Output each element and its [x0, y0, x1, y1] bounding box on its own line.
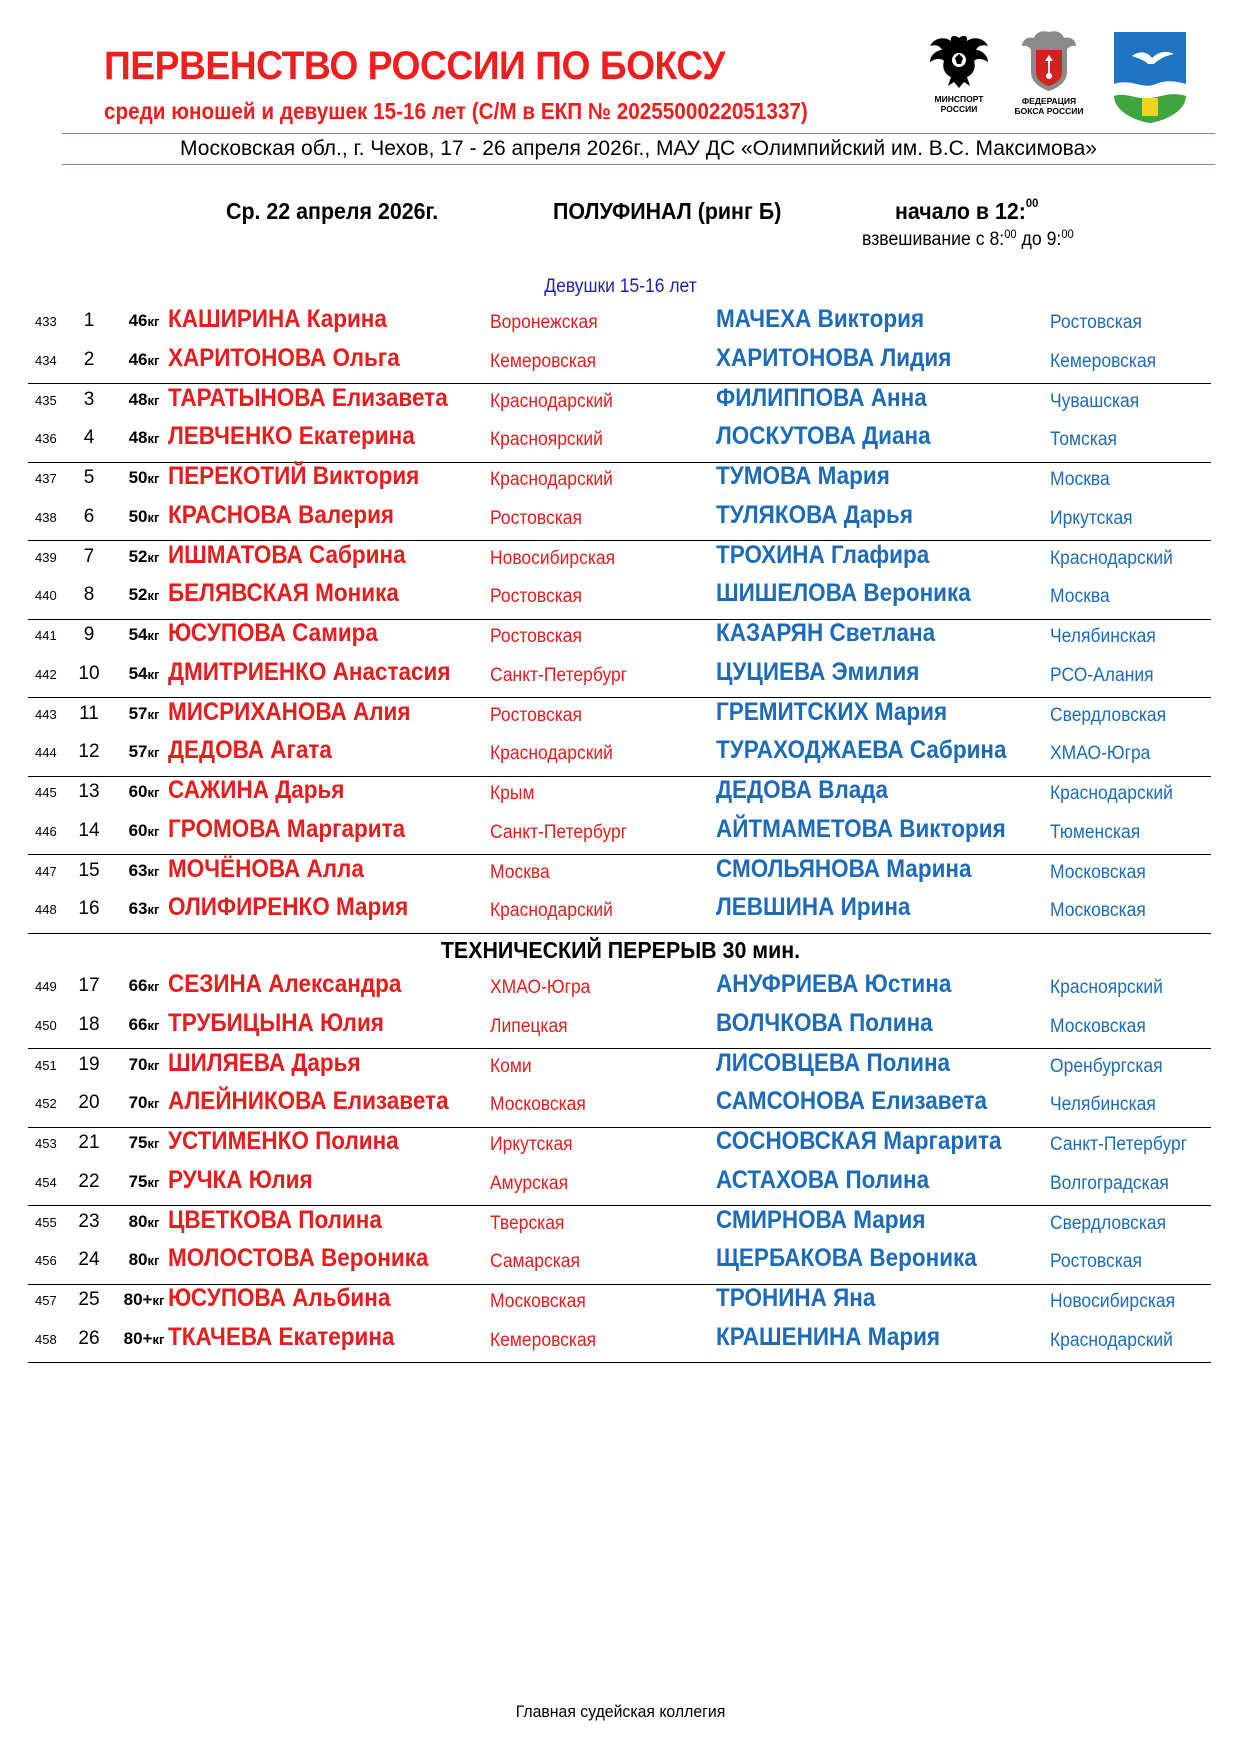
weight-class: 54кг	[128, 663, 160, 683]
federation-caption-line2: БОКСА РОССИИ	[1014, 106, 1084, 116]
weight-class: 66кг	[128, 1014, 160, 1034]
bout-global-number: 436	[35, 431, 57, 446]
red-corner-region: Ростовская	[490, 704, 582, 726]
bout-global-number: 442	[35, 666, 57, 682]
bout-number: 10	[78, 662, 100, 684]
bout-row	[28, 501, 1211, 539]
bout-row	[28, 1127, 1211, 1165]
bout-number: 8	[83, 584, 95, 605]
blue-corner-region: ХМАО-Югра	[1050, 743, 1151, 764]
bout-row	[28, 344, 1211, 382]
red-corner-name: ТАРАТЫНОВА Елизавета	[168, 383, 448, 412]
blue-corner-name: МАЧЕХА Виктория	[716, 305, 925, 333]
red-corner-region: Москва	[490, 861, 550, 883]
bout-number: 18	[78, 1013, 100, 1035]
bout-row	[28, 815, 1211, 853]
red-corner-region: ХМАО-Югра	[490, 977, 591, 998]
blue-corner-region: РСО-Алания	[1050, 664, 1154, 686]
bout-global-number: 450	[35, 1017, 57, 1033]
boxing-federation-logo	[1012, 28, 1086, 128]
blue-corner-region: Челябинская	[1050, 626, 1156, 647]
bout-global-number: 444	[35, 745, 57, 760]
blue-corner-name: ЛЕВШИНА Ирина	[716, 893, 911, 921]
bout-row	[28, 1166, 1211, 1204]
blue-corner-name: ТРОНИНА Яна	[716, 1284, 876, 1312]
red-corner-region: Красноярский	[490, 429, 603, 450]
bout-row	[28, 776, 1211, 814]
blue-corner-name: ДЕДОВА Влада	[716, 776, 889, 804]
red-corner-region: Московская	[490, 1094, 586, 1115]
red-corner-name: ИШМАТОВА Сабрина	[168, 540, 406, 569]
red-corner-name: МИСРИХАНОВА Алия	[168, 697, 411, 726]
blue-corner-region: Санкт-Петербург	[1050, 1134, 1188, 1155]
weight-class: 80кг	[128, 1211, 160, 1231]
red-corner-name: ЛЕВЧЕНКО Екатерина	[168, 422, 415, 450]
weight-class: 66кг	[128, 976, 160, 995]
bout-number: 19	[78, 1053, 100, 1075]
bout-row	[28, 462, 1211, 500]
red-corner-region: Липецкая	[490, 1015, 568, 1037]
minsport-caption-line1: МИНСПОРТ	[934, 94, 984, 104]
bout-number: 2	[83, 348, 95, 370]
bout-global-number: 443	[35, 706, 57, 722]
bout-row	[28, 619, 1211, 657]
red-corner-region: Кемеровская	[490, 1329, 597, 1351]
blue-corner-name: ВОЛЧКОВА Полина	[716, 1008, 933, 1037]
coat-of-arms-icon	[1112, 30, 1188, 124]
blue-corner-name: СОСНОВСКАЯ Маргарита	[716, 1127, 1002, 1155]
blue-corner-region: Московская	[1050, 900, 1146, 921]
red-corner-region: Краснодарский	[490, 743, 613, 764]
blue-corner-name: ТУМОВА Мария	[716, 462, 890, 490]
red-corner-region: Московская	[490, 1291, 586, 1312]
red-corner-name: УСТИМЕНКО Полина	[168, 1127, 399, 1155]
bout-global-number: 449	[35, 979, 57, 994]
red-corner-name: ТКАЧЕВА Екатерина	[168, 1322, 395, 1351]
bout-row	[28, 384, 1211, 422]
blue-corner-region: Челябинская	[1050, 1094, 1156, 1115]
red-corner-region: Ростовская	[490, 586, 582, 607]
blue-corner-region: Томская	[1050, 429, 1118, 450]
weight-class: 57кг	[128, 703, 160, 723]
blue-corner-name: ХАРИТОНОВА Лидия	[716, 343, 952, 372]
blue-corner-name: ФИЛИППОВА Анна	[716, 383, 927, 412]
federation-shield-icon	[1012, 28, 1086, 94]
blue-corner-region: Новосибирская	[1050, 1291, 1176, 1312]
bout-global-number: 455	[35, 1214, 57, 1230]
blue-corner-region: Оренбургская	[1050, 1055, 1163, 1077]
red-corner-name: СЕЗИНА Александра	[168, 970, 402, 998]
red-corner-region: Краснодарский	[490, 900, 613, 921]
bout-row	[28, 422, 1211, 460]
red-corner-name: ЦВЕТКОВА Полина	[168, 1205, 382, 1234]
bout-global-number: 458	[35, 1331, 57, 1347]
red-corner-name: ОЛИФИРЕНКО Мария	[168, 893, 409, 921]
minsport-logo	[924, 30, 994, 128]
blue-corner-region: Свердловская	[1050, 704, 1167, 726]
bout-global-number: 438	[35, 509, 57, 525]
weight-class: 52кг	[128, 546, 160, 566]
weight-class: 80+кг	[123, 1328, 165, 1348]
bout-number: 7	[83, 545, 95, 567]
red-corner-region: Тверская	[490, 1212, 565, 1234]
blue-corner-region: Москва	[1050, 469, 1110, 490]
bout-number: 23	[78, 1210, 100, 1232]
blue-corner-region: Красноярский	[1050, 977, 1163, 998]
red-corner-name: БЕЛЯВСКАЯ Моника	[168, 579, 399, 607]
weight-class: 60кг	[128, 820, 160, 840]
bout-number: 6	[83, 505, 95, 527]
red-corner-region: Санкт-Петербург	[490, 821, 628, 843]
bout-row	[28, 1049, 1211, 1087]
eagle-emblem-icon	[924, 30, 994, 92]
bout-global-number: 434	[35, 352, 57, 368]
red-corner-name: ГРОМОВА Маргарита	[168, 814, 406, 843]
bout-row	[28, 658, 1211, 696]
weight-class: 52кг	[128, 585, 160, 604]
blue-corner-region: Тюменская	[1050, 821, 1141, 843]
red-corner-name: ПЕРЕКОТИЙ Виктория	[168, 462, 420, 490]
bout-global-number: 453	[35, 1136, 57, 1151]
bout-global-number: 439	[35, 549, 57, 565]
blue-corner-name: ГРЕМИТСКИХ Мария	[716, 697, 948, 726]
blue-corner-region: Ростовская	[1050, 1251, 1142, 1272]
blue-corner-region: Краснодарский	[1050, 547, 1173, 569]
red-corner-region: Новосибирская	[490, 547, 616, 569]
blue-corner-name: ШИШЕЛОВА Вероника	[716, 579, 971, 607]
bout-number: 25	[78, 1289, 100, 1310]
weight-class: 54кг	[128, 625, 160, 644]
weight-class: 50кг	[128, 468, 160, 487]
blue-corner-region: Кемеровская	[1050, 350, 1157, 372]
blue-corner-region: Иркутская	[1050, 507, 1133, 529]
bout-number: 11	[79, 702, 99, 724]
subtitle: среди юношей и девушек 15-16 лет (С/М в ЕКП № 2025500022051337)	[104, 98, 808, 124]
main-title: ПЕРВЕНСТВО РОССИИ ПО БОКСУ	[104, 44, 725, 88]
weight-class: 75кг	[128, 1133, 160, 1152]
pair-separator	[28, 1362, 1211, 1363]
weight-class: 63кг	[128, 899, 160, 918]
session-date: Ср. 22 апреля 2026г.	[226, 198, 439, 224]
bout-number: 21	[78, 1132, 100, 1153]
red-corner-name: АЛЕЙНИКОВА Елизавета	[168, 1087, 449, 1115]
weight-class: 70кг	[128, 1054, 160, 1074]
minsport-caption-line2: РОССИИ	[940, 104, 978, 114]
bout-row	[28, 1323, 1211, 1361]
blue-corner-region: Московская	[1050, 1015, 1146, 1037]
weight-class: 57кг	[128, 742, 160, 761]
bout-row	[28, 1206, 1211, 1244]
red-corner-name: ЮСУПОВА Альбина	[168, 1284, 391, 1312]
bout-global-number: 456	[35, 1253, 57, 1268]
blue-corner-name: ЛОСКУТОВА Диана	[716, 422, 931, 450]
red-corner-region: Воронежская	[490, 312, 598, 333]
category-label: Девушки 15-16 лет	[544, 276, 697, 297]
blue-corner-region: Краснодарский	[1050, 783, 1173, 804]
red-corner-name: РУЧКА Юлия	[168, 1165, 313, 1194]
bout-row	[28, 1284, 1211, 1322]
pair-separator	[28, 933, 1211, 934]
weight-class: 48кг	[128, 389, 160, 409]
bout-number: 3	[83, 388, 95, 410]
bout-row	[28, 698, 1211, 736]
header-top-rule	[62, 133, 1215, 134]
bout-number: 9	[83, 624, 95, 645]
blue-corner-region: Московская	[1050, 861, 1146, 883]
red-corner-name: КРАСНОВА Валерия	[168, 500, 395, 529]
blue-corner-region: Свердловская	[1050, 1212, 1167, 1234]
chekhov-coat-of-arms	[1112, 30, 1188, 124]
bout-global-number: 433	[35, 314, 57, 329]
red-corner-name: ШИЛЯЕВА Дарья	[168, 1048, 361, 1077]
red-corner-name: ХАРИТОНОВА Ольга	[168, 343, 400, 372]
bout-row	[28, 1244, 1211, 1282]
bout-number: 5	[83, 467, 95, 488]
bout-number: 22	[78, 1170, 100, 1192]
blue-corner-region: Москва	[1050, 586, 1110, 607]
red-corner-region: Амурская	[490, 1172, 569, 1194]
bout-number: 13	[78, 781, 100, 802]
bout-global-number: 440	[35, 588, 57, 603]
weight-class: 50кг	[128, 506, 160, 526]
blue-corner-name: ТУРАХОДЖАЕВА Сабрина	[716, 736, 1007, 764]
bout-row	[28, 1009, 1211, 1047]
blue-corner-name: ТРОХИНА Глафира	[716, 540, 930, 569]
bout-row	[28, 893, 1211, 931]
bout-number: 15	[78, 859, 100, 881]
weigh-in-time: взвешивание с 8:$^{00}$ до 9:$^{00}$	[862, 227, 1074, 250]
bout-global-number: 445	[35, 785, 57, 800]
bout-global-number: 451	[35, 1057, 57, 1073]
bout-number: 26	[78, 1327, 100, 1349]
bout-row	[28, 736, 1211, 774]
bout-row	[28, 541, 1211, 579]
bout-number: 24	[78, 1249, 100, 1270]
bout-row	[28, 855, 1211, 893]
bout-number: 16	[78, 898, 100, 919]
weight-class: 70кг	[128, 1093, 160, 1112]
red-corner-name: ЮСУПОВА Самира	[168, 619, 378, 647]
red-corner-name: ДМИТРИЕНКО Анастасия	[168, 657, 451, 686]
red-corner-name: МОЛОСТОВА Вероника	[168, 1244, 429, 1272]
bout-number: 12	[78, 741, 100, 762]
blue-corner-region: Волгоградская	[1050, 1172, 1169, 1194]
bout-global-number: 437	[35, 471, 57, 486]
red-corner-region: Крым	[490, 783, 535, 804]
federation-caption-line1: ФЕДЕРАЦИЯ	[1021, 96, 1077, 106]
blue-corner-region: Краснодарский	[1050, 1329, 1173, 1351]
red-corner-name: КАШИРИНА Карина	[168, 305, 387, 333]
bout-global-number: 447	[35, 863, 57, 879]
red-corner-region: Коми	[490, 1055, 532, 1077]
red-corner-name: САЖИНА Дарья	[168, 776, 345, 804]
red-corner-region: Краснодарский	[490, 469, 613, 490]
header-bottom-rule	[62, 164, 1215, 165]
red-corner-region: Ростовская	[490, 507, 582, 529]
bout-row	[28, 579, 1211, 617]
red-corner-name: ТРУБИЦЫНА Юлия	[168, 1008, 384, 1037]
weight-class: 48кг	[128, 428, 160, 447]
red-corner-name: МОЧЁНОВА Алла	[168, 854, 364, 883]
footer-judges: Главная судейская коллегия	[515, 1702, 726, 1721]
blue-corner-name: САМСОНОВА Елизавета	[716, 1087, 988, 1115]
red-corner-region: Иркутская	[490, 1134, 573, 1155]
bout-row	[28, 305, 1211, 343]
bout-row	[28, 970, 1211, 1008]
weight-class: 80кг	[128, 1250, 160, 1269]
blue-corner-name: СМОЛЬЯНОВА Марина	[716, 854, 972, 883]
red-corner-region: Санкт-Петербург	[490, 664, 628, 686]
blue-corner-name: ТУЛЯКОВА Дарья	[716, 500, 913, 529]
red-corner-region: Краснодарский	[490, 390, 613, 412]
weight-class: 63кг	[128, 860, 160, 880]
blue-corner-name: АЙТМАМЕТОВА Виктория	[716, 814, 1006, 843]
blue-corner-name: КАЗАРЯН Светлана	[716, 619, 936, 647]
blue-corner-region: Ростовская	[1050, 312, 1142, 333]
blue-corner-region: Чувашская	[1050, 390, 1140, 412]
red-corner-region: Кемеровская	[490, 350, 597, 372]
weight-class: 80+кг	[123, 1290, 165, 1309]
bout-number: 17	[78, 975, 100, 996]
blue-corner-name: КРАШЕНИНА Мария	[716, 1322, 941, 1351]
bout-global-number: 441	[35, 628, 57, 643]
bout-global-number: 452	[35, 1096, 57, 1111]
red-corner-region: Самарская	[490, 1251, 580, 1272]
blue-corner-name: АНУФРИЕВА Юстина	[716, 970, 952, 998]
red-corner-name: ДЕДОВА Агата	[168, 736, 332, 764]
bout-global-number: 448	[35, 902, 57, 917]
venue-line: Московская обл., г. Чехов, 17 - 26 апреля 2026г., МАУ ДС «Олимпийский им. В.С. Максимова»	[180, 137, 1097, 160]
bout-global-number: 457	[35, 1293, 57, 1308]
session-stage: ПОЛУФИНАЛ (ринг Б)	[553, 198, 782, 224]
blue-corner-name: СМИРНОВА Мария	[716, 1205, 926, 1234]
weight-class: 60кг	[128, 782, 160, 801]
bout-global-number: 435	[35, 392, 57, 408]
bout-number: 14	[78, 819, 100, 841]
weight-class: 75кг	[128, 1171, 160, 1191]
bout-global-number: 454	[35, 1174, 57, 1190]
bout-row	[28, 1087, 1211, 1125]
weight-class: 46кг	[128, 311, 160, 330]
blue-corner-name: ЛИСОВЦЕВА Полина	[716, 1048, 951, 1077]
blue-corner-name: ЦУЦИЕВА Эмилия	[716, 657, 920, 686]
blue-corner-name: АСТАХОВА Полина	[716, 1165, 930, 1194]
blue-corner-name: ЩЕРБАКОВА Вероника	[716, 1244, 977, 1272]
technical-break-label: ТЕХНИЧЕСКИЙ ПЕРЕРЫВ 30 мин.	[440, 937, 801, 963]
bout-number: 20	[78, 1092, 100, 1113]
red-corner-region: Ростовская	[490, 626, 582, 647]
session-start-time: начало в 12:$^{00}$	[895, 196, 1039, 224]
weight-class: 46кг	[128, 349, 160, 369]
bout-number: 4	[83, 427, 95, 448]
bout-global-number: 446	[35, 823, 57, 839]
bout-number: 1	[83, 310, 95, 331]
